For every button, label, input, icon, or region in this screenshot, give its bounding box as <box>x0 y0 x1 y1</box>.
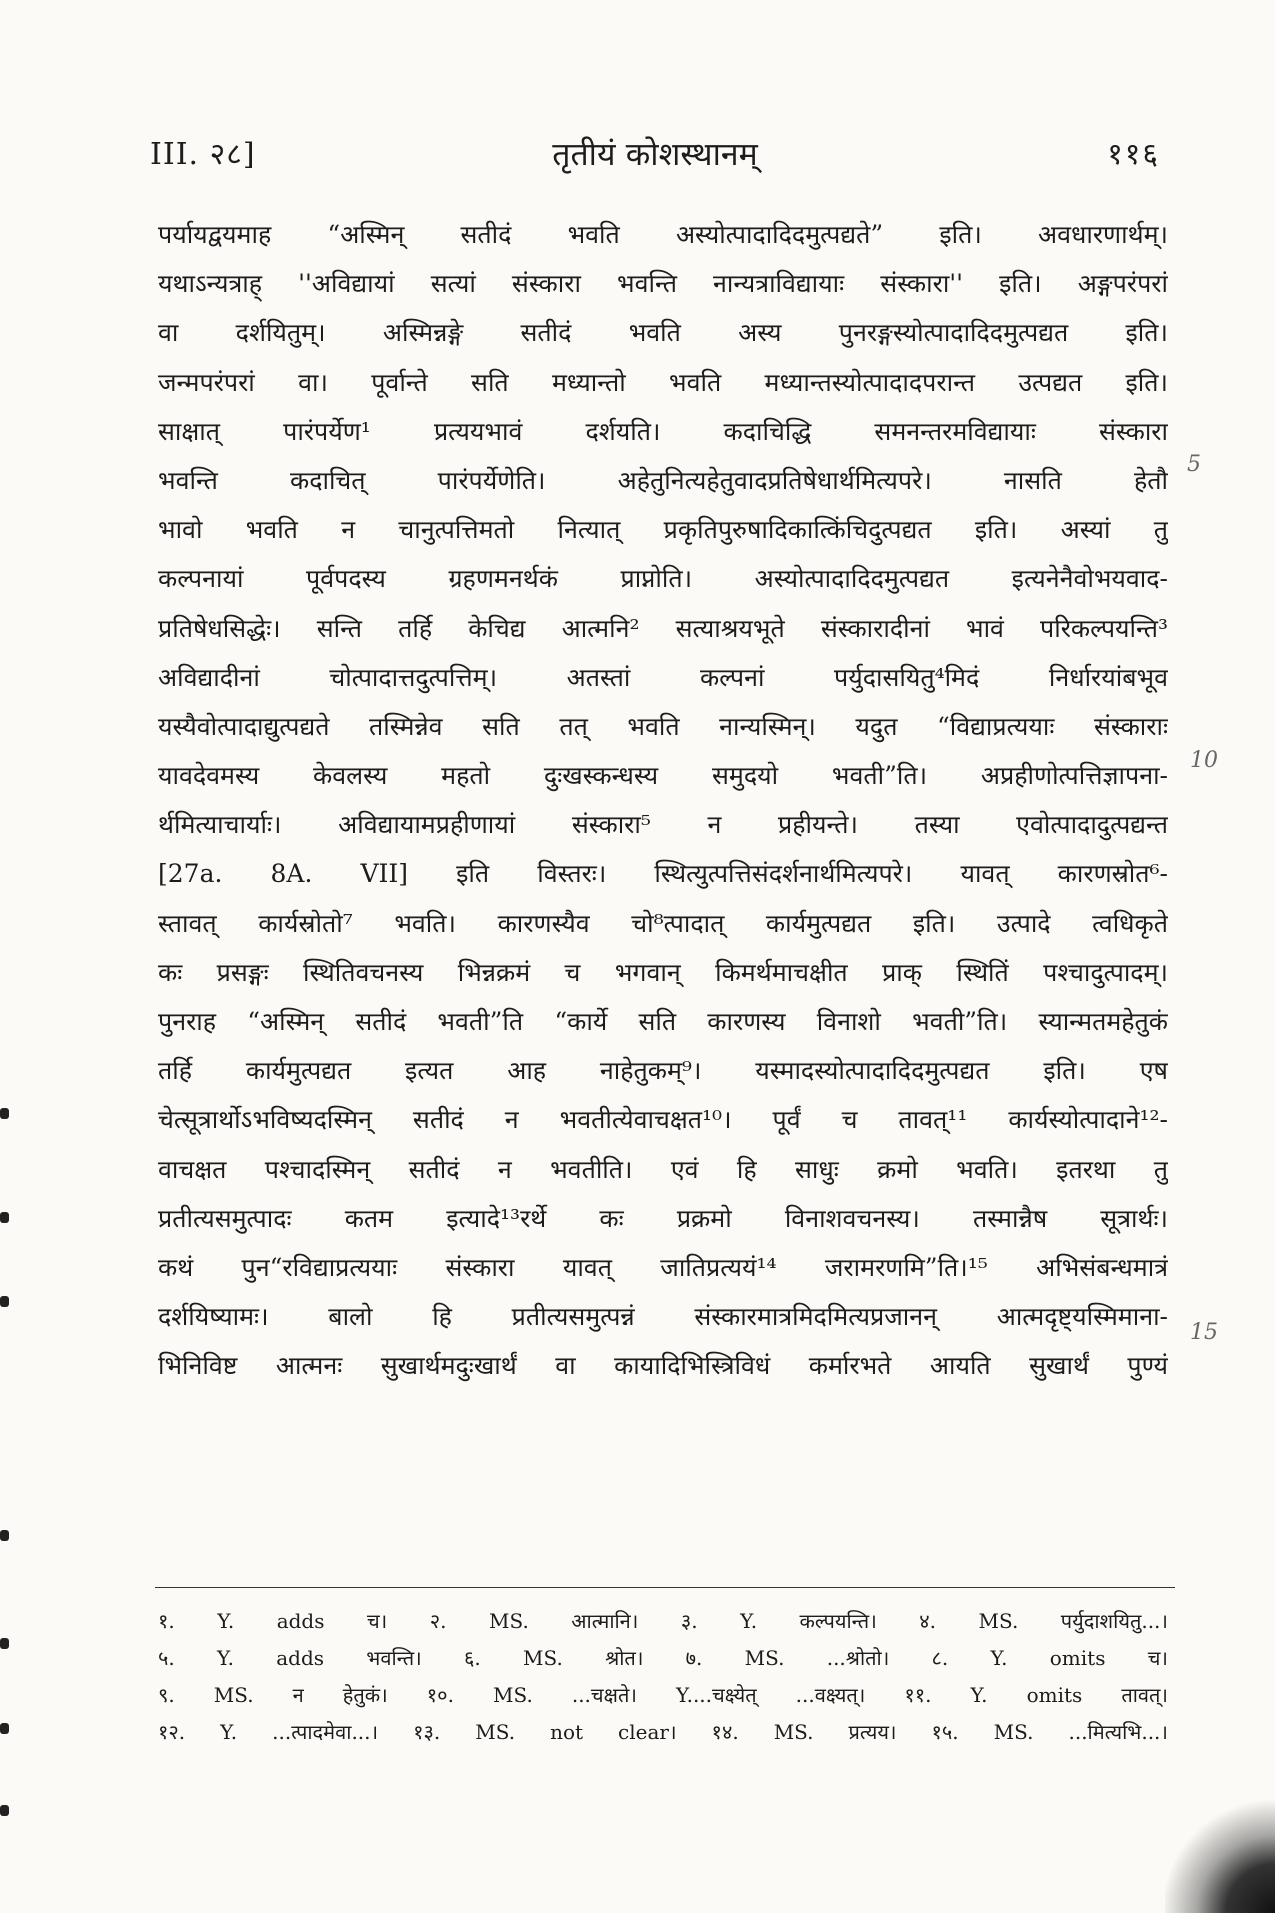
text-line: दर्शयिष्यामः। बालो हि प्रतीत्यसमुत्पन्नं संस्कारमात्रमिदमित्यप्रजानन् आत्मदृष्ट्यस्मिमाना- <box>158 1302 1168 1332</box>
text-line: भिनिविष्ट आत्मनः सुखार्थमदुःखार्थं वा कायादिभिस्त्रिविधं कर्मारभते आयति सुखार्थं पुण्यं <box>158 1351 1168 1381</box>
text-line: कः प्रसङ्गः स्थितिवचनस्य भिन्नक्रमं च भगवान् किमर्थमाचक्षीत प्राक् स्थितिं पश्चादुत्पादम्। <box>158 957 1168 987</box>
text-line: स्तावत् कार्यस्रोतो⁷ भवति। कारणस्यैव चो⁸त्पादात् कार्यमुत्पद्यत इति। उत्पादे त्वधिकृते <box>158 908 1168 938</box>
text-line: साक्षात् पारंपर्येण¹ प्रत्ययभावं दर्शयति। कदाचिद्धि समनन्तरमविद्यायाः संस्कारा <box>158 416 1168 446</box>
text-line: पर्यायद्वयमाह “अस्मिन् सतीदं भवति अस्योत्पादादिदमुत्पद्यते” इति। अवधारणार्थम्। <box>158 220 1168 249</box>
running-header <box>150 132 1160 182</box>
section-reference: III. २८] <box>150 137 256 172</box>
binding-mark <box>0 1296 9 1307</box>
text-line: अविद्यादीनां चोत्पादात्तदुत्पत्तिम्। अतस्तां कल्पनां पर्युदासयितु⁴मिदं निर्धारयांबभूव <box>158 662 1168 692</box>
footnote-line: १. Y. adds च। २. MS. आत्मानि। ३. Y. कल्पयन्ति। ४. MS. पर्युदाशयितु...। <box>158 1609 1168 1633</box>
footnote-divider <box>155 1587 1175 1588</box>
binding-mark <box>0 1108 9 1119</box>
chapter-title: तृतीयं कोशस्थानम् <box>552 135 758 173</box>
text-line: भवन्ति कदाचित् पारंपर्येणेति। अहेतुनित्यहेतुवादप्रतिषेधार्थमित्यपरे। नासति हेतौ <box>158 465 1168 495</box>
binding-mark <box>0 1638 9 1649</box>
line-marker-10: 10 <box>1190 748 1218 773</box>
footnote-line: १२. Y. ...त्पादमेवा...। १३. MS. not clear। १४. MS. प्रत्यय। १५. MS. ...मित्यभि...। <box>158 1720 1168 1744</box>
text-line: यावदेवमस्य केवलस्य महतो दुःखस्कन्धस्य समुदयो भवती”ति। अप्रहीणोत्पत्तिज्ञापना- <box>158 761 1168 791</box>
line-marker-5: 5 <box>1187 452 1201 477</box>
binding-mark <box>0 1530 9 1541</box>
footnote-line: ५. Y. adds भवन्ति। ६. MS. श्रोत। ७. MS. ...श्रोतो। ८. Y. omits च। <box>158 1646 1168 1670</box>
text-line: यस्यैवोत्पादाद्युत्पद्यते तस्मिन्नेव सति तत् भवति नान्यस्मिन्। यदुत “विद्याप्रत्ययाः संस्काराः <box>158 711 1168 741</box>
footnotes <box>158 1603 1168 1751</box>
page-number: ११६ <box>1107 137 1160 172</box>
text-line: [27a. 8A. VII] इति विस्तरः। स्थित्युत्पत्तिसंदर्शनार्थमित्यपरे। यावत् कारणस्रोत⁶- <box>158 859 1168 889</box>
text-line: यथाऽन्यत्राह् ''अविद्यायां सत्यां संस्कारा भवन्ति नान्यत्राविद्यायाः संस्कारा'' इति। अङ्गपरंपरां <box>158 269 1168 299</box>
text-line: प्रतीत्यसमुत्पादः कतम इत्यादे¹³रर्थे कः प्रक्रमो विनाशवचनस्य। तस्मान्नैष सूत्रार्थः। <box>158 1203 1168 1233</box>
main-text <box>158 210 1168 1391</box>
text-line: कल्पनायां पूर्वपदस्य ग्रहणमनर्थकं प्राप्नोति। अस्योत्पादादिदमुत्पद्यत इत्यनेनैवोभयवाद- <box>158 564 1168 594</box>
line-marker-15: 15 <box>1190 1320 1218 1345</box>
text-line: भावो भवति न चानुत्पत्तिमतो नित्यात् प्रकृतिपुरुषादिकात्किंचिदुत्पद्यत इति। अस्यां तु <box>158 515 1168 545</box>
text-line: पुनराह “अस्मिन् सतीदं भवती”ति “कार्ये सति कारणस्य विनाशो भवती”ति। स्यान्मतमहेतुकं <box>158 1007 1168 1036</box>
binding-mark <box>0 1805 9 1816</box>
text-line: वाचक्षत पश्चादस्मिन् सतीदं न भवतीति। एवं हि साधुः क्रमो भवति। इतरथा तु <box>158 1154 1168 1184</box>
text-line: कथं पुन“रविद्याप्रत्ययाः संस्कारा यावत् जातिप्रत्ययं¹⁴ जरामरणमि”ति।¹⁵ अभिसंबन्धमात्रं <box>158 1252 1168 1282</box>
binding-mark <box>0 1212 9 1223</box>
text-line: जन्मपरंपरां वा। पूर्वान्ते सति मध्यान्तो भवति मध्यान्तस्योत्पादादपरान्त उत्पद्यत इति। <box>158 367 1168 397</box>
footnote-line: ९. MS. न हेतुकं। १०. MS. ...चक्षते। Y....चक्ष्येत् ...वक्ष्यत्। ११. Y. omits तावत्। <box>158 1683 1168 1707</box>
binding-mark <box>0 1723 9 1734</box>
text-line: तर्हि कार्यमुत्पद्यत इत्यत आह नाहेतुकम्⁹। यस्मादस्योत्पादादिदमुत्पद्यत इति। एष <box>158 1056 1168 1086</box>
text-line: र्थमित्याचार्याः। अविद्यायामप्रहीणायां संस्कारा⁵ न प्रहीयन्ते। तस्या एवोत्पादादुत्पद्यन्त <box>158 810 1168 840</box>
text-line: प्रतिषेधसिद्धेः। सन्ति तर्हि केचिद्य आत्मनि² सत्याश्रयभूते संस्कारादीनां भावं परिकल्पयन्ति³ <box>158 613 1168 643</box>
scan-corner-smudge <box>1165 1793 1275 1913</box>
text-line: चेत्सूत्रार्थोऽभविष्यदस्मिन् सतीदं न भवतीत्येवाचक्षत¹⁰। पूर्वं च तावत्¹¹ कार्यस्योत्पादाने¹²- <box>158 1105 1168 1135</box>
text-line: वा दर्शयितुम्। अस्मिन्नङ्गे सतीदं भवति अस्य पुनरङ्गस्योत्पादादिदमुत्पद्यत इति। <box>158 318 1168 348</box>
